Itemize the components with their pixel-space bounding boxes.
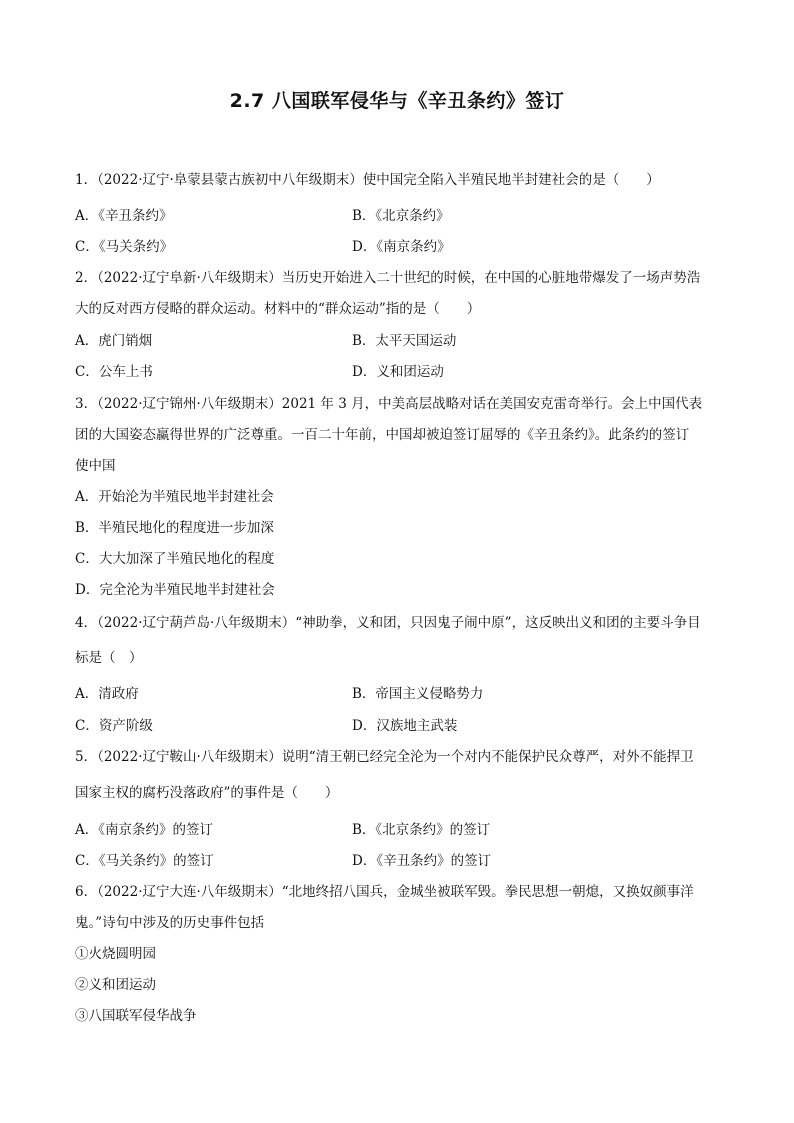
question-3-option-c: C．大大加深了半殖民地化的程度 xyxy=(75,551,275,567)
question-1-option-b: B．《北京条约》 xyxy=(352,208,450,224)
question-4-option-b: B．帝国主义侵略势力 xyxy=(352,686,484,702)
question-3-stem-line-3: 使中国 xyxy=(75,458,116,474)
question-5-option-d: D．《辛丑条约》的签订 xyxy=(352,853,492,869)
question-1-option-c: C．《马关条约》 xyxy=(75,239,174,255)
question-4-stem-line-2: 标是（ ） xyxy=(75,650,143,666)
question-4-stem-line-1: 4．（2022·辽宁葫芦岛·八年级期末）“神助拳，义和团，只因鬼子闹中原”，这反映出义和团的主要斗争目 xyxy=(75,615,701,631)
question-5-option-c: C．《马关条约》的签订 xyxy=(75,853,214,869)
question-2-option-d: D．义和团运动 xyxy=(352,364,444,380)
question-6-stem-line-1: 6．（2022·辽宁大连·八年级期末）“北地终招八国兵，金城坐被联军毁。拳民思想一朝熄，又换奴颜事洋 xyxy=(75,884,694,900)
question-4-option-a: A．清政府 xyxy=(75,686,139,702)
question-3-option-d: D．完全沦为半殖民地半封建社会 xyxy=(75,582,275,598)
question-2-option-b: B．太平天国运动 xyxy=(352,333,457,349)
page-title: 2.7 八国联军侵华与《辛丑条约》签订 xyxy=(229,90,565,112)
question-6-item-3: ③八国联军侵华战争 xyxy=(75,1008,197,1024)
question-5-option-a: A．《南京条约》的签订 xyxy=(75,822,213,838)
question-5-option-b: B．《北京条约》的签订 xyxy=(352,822,491,838)
question-3-option-a: A．开始沦为半殖民地半封建社会 xyxy=(75,489,274,505)
question-3-stem-line-2: 团的大国姿态赢得世界的广泛尊重。一百二十年前，中国却被迫签订屈辱的《辛丑条约》。此条约的签订 xyxy=(75,427,690,443)
question-2-stem-line-2: 大的反对西方侵略的群众运动。材料中的“群众运动”指的是（ ） xyxy=(75,301,481,317)
question-2-option-c: C．公车上书 xyxy=(75,364,153,380)
question-2-stem-line-1: 2．（2022·辽宁阜新·八年级期末）当历史开始进入二十世纪的时候，在中国的心脏地带爆发了一场声势浩 xyxy=(75,270,701,286)
question-4-option-d: D．汉族地主武装 xyxy=(352,718,458,734)
question-3-option-b: B．半殖民地化的程度进一步加深 xyxy=(75,520,274,536)
question-5-stem-line-2: 国家主权的腐朽没落政府”的事件是（ ） xyxy=(75,785,339,801)
question-6-stem-line-2: 鬼。”诗句中涉及的历史事件包括 xyxy=(75,915,265,931)
question-1-stem: 1．（2022·辽宁·阜蒙县蒙古族初中八年级期末）使中国完全陷入半殖民地半封建社会的是（ ） xyxy=(75,172,660,188)
question-6-item-2: ②义和团运动 xyxy=(75,977,156,993)
question-2-option-a: A．虎门销烟 xyxy=(75,333,153,349)
question-5-stem-line-1: 5．（2022·辽宁鞍山·八年级期末）说明“清王朝已经完全沦为一个对内不能保护民众尊严，对外不能捍卫 xyxy=(75,749,694,765)
question-6-item-1: ①火烧圆明园 xyxy=(75,946,156,962)
question-4-option-c: C．资产阶级 xyxy=(75,718,153,734)
question-3-stem-line-1: 3．（2022·辽宁锦州·八年级期末）2021 年 3 月，中美高层战略对话在美国安克雷奇举行。会上中国代表 xyxy=(75,396,703,412)
question-1-option-a: A．《辛丑条约》 xyxy=(75,208,173,224)
question-1-option-d: D．《南京条约》 xyxy=(352,239,451,255)
